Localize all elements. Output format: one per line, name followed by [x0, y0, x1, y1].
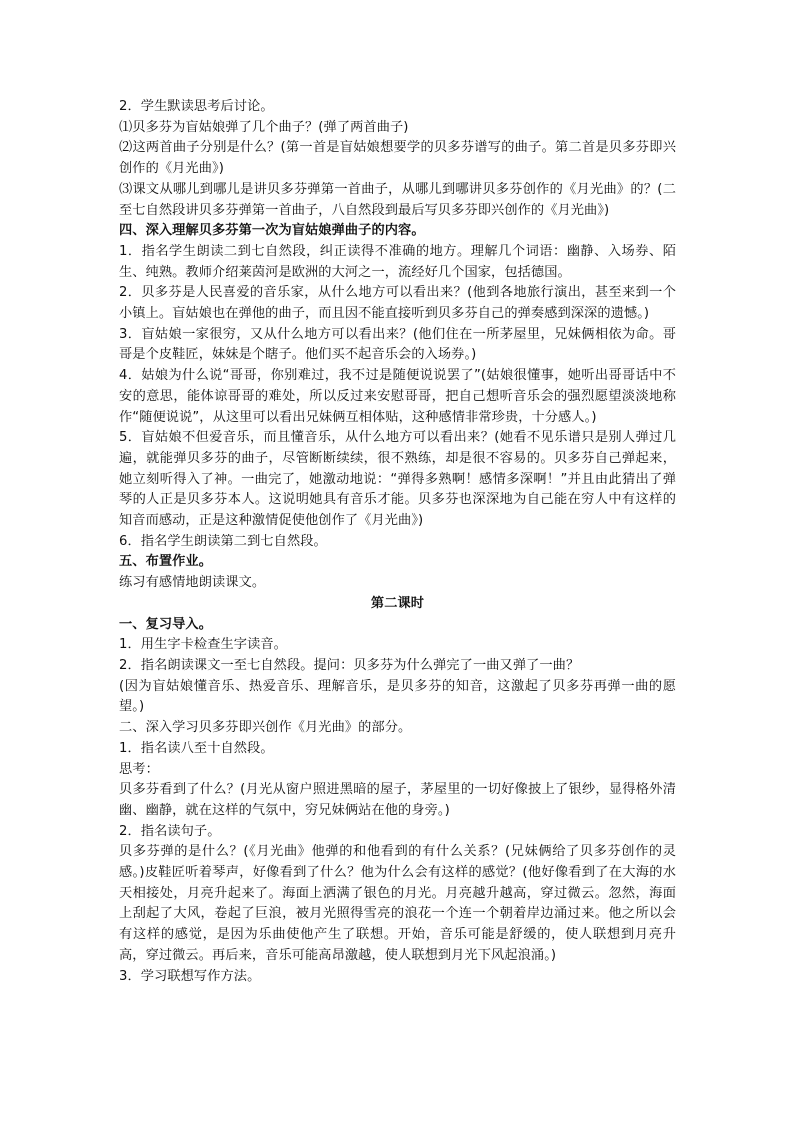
- list-item: 1．用生字卡检查生字读音。: [119, 637, 287, 653]
- list-item: 3．盲姑娘一家很穷，又从什么地方可以看出来？(他们住在一所茅屋里，兄妹俩相依为命。哥哥是个皮鞋匠，妹妹是个瞎子。他们买不起音乐会的入场券。): [119, 326, 676, 363]
- list-item: 贝多芬看到了什么？(月光从窗户照进黑暗的屋子，茅屋里的一切好像披上了银纱，显得格外清幽、幽静，就在这样的气氛中，穷兄妹俩站在他的身旁。): [119, 782, 676, 818]
- list-item: 3．学习联想写作方法。: [119, 968, 261, 984]
- list-item: 2．贝多芬是人民喜爱的音乐家，从什么地方可以看出来？(他到各地旅行演出，甚至来到一个小镇上。盲姑娘也在弹他的曲子，而且因不能直接听到贝多芬自己的弹奏感到深深的遗憾。): [119, 285, 676, 322]
- list-item: 4．姑娘为什么说“哥哥，你别难过，我不过是随便说说罢了”(姑娘很懂事，她听出哥哥话中不安的意思，能体谅哥哥的难处，所以反过来安慰哥哥，把自己想听音乐会的强烈愿望淡淡地称作“随便说说”，从这里可以看出兄妹俩互相体贴，这种感情非常珍贵，十分感人。): [119, 368, 676, 425]
- list-item: ⑵这两首曲子分别是什么？(第一首是盲姑娘想要学的贝多芬谱写的曲子。第二首是贝多芬即兴创作的《月光曲》): [119, 140, 676, 177]
- section-heading: 四、深入理解贝多芬第一次为盲姑娘弹曲子的内容。: [119, 223, 425, 239]
- list-item: 6．指名学生朗读第二到七自然段。: [119, 533, 327, 549]
- lesson-title: 第二课时: [370, 595, 425, 611]
- section-heading: 五、布置作业。: [119, 554, 213, 570]
- list-item: 练习有感情地朗读课文。: [119, 575, 266, 591]
- list-item: 5．盲姑娘不但爱音乐，而且懂音乐，从什么地方可以看出来？(她看不见乐谱只是别人弹过几遍，就能弹贝多芬的曲子，尽管断断续续，很不熟练，却是很不容易的。贝多芬自己弹起来，她立刻听得入了神。一曲完了，她激动地说：“弹得多熟啊！感情多深啊！”并且由此猜出了弹琴的人正是贝多芬本人。这说明她具有音乐才能。贝多芬也深深地为自己能在穷人中有这样的知音而感动，正是这种激情促使他创作了《月光曲》): [119, 430, 676, 529]
- list-item: 2．指名读句子。: [119, 823, 221, 839]
- list-item: 1．指名学生朗读二到七自然段，纠正读得不准确的地方。理解几个词语：幽静、入场券、陌生、纯熟。教师介绍莱茵河是欧洲的大河之一，流经好几个国家，包括德国。: [119, 243, 676, 280]
- list-item: ⑶课文从哪儿到哪儿是讲贝多芬弹第一首曲子，从哪儿到哪讲贝多芬创作的《月光曲》的？(二至七自然段讲贝多芬弹第一首曲子，八自然段到最后写贝多芬即兴创作的《月光曲》): [119, 181, 676, 218]
- section-heading-plain: 二、深入学习贝多芬即兴创作《月光曲》的部分。: [119, 720, 412, 736]
- list-item: ⑴贝多芬为盲姑娘弹了几个曲子？(弹了两首曲子): [119, 119, 409, 135]
- list-item: 思考：: [119, 761, 159, 777]
- document-body: [119, 97, 676, 987]
- list-item: 2．指名朗读课文一至七自然段。提问：贝多芬为什么弹完了一曲又弹了一曲？: [119, 657, 580, 673]
- list-item: 贝多芬弹的是什么？(《月光曲》他弹的和他看到的有什么关系？(兄妹俩给了贝多芬创作的灵感。)皮鞋匠听着琴声，好像看到了什么？他为什么会有这样的感觉？(他好像看到了在大海的水天相接处，月亮升起来了。海面上洒满了银色的月光。月亮越升越高，穿过微云。忽然，海面上刮起了大风，卷起了巨浪，被月光照得雪亮的浪花一个连一个朝着岸边涌过来。他之所以会有这样的感觉，是因为乐曲使他产生了联想。开始，音乐可能是舒缓的，使人联想到月亮升高，穿过微云。再后来，音乐可能高昂激越，使人联想到月光下风起浪涌。): [119, 844, 676, 963]
- list-item: 2．学生默读思考后讨论。: [119, 99, 274, 114]
- list-item: (因为盲姑娘懂音乐、热爱音乐、理解音乐，是贝多芬的知音，这激起了贝多芬再弹一曲的愿望。): [119, 678, 676, 715]
- section-heading: 一、复习导入。: [119, 616, 213, 632]
- list-item: 1．指名读八至十自然段。: [119, 740, 274, 756]
